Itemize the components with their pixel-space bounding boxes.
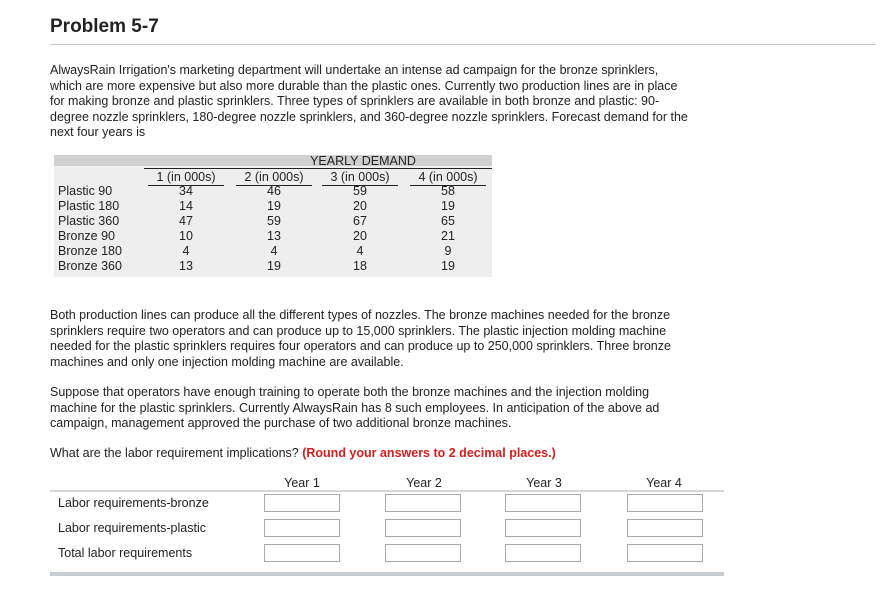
demand-group-header: YEARLY DEMAND: [310, 154, 416, 168]
demand-cell: 13: [267, 229, 281, 243]
question-text: [50, 446, 690, 462]
title-divider: [50, 44, 876, 45]
demand-cell: 20: [353, 229, 367, 243]
demand-cell: 46: [267, 184, 281, 198]
labor-header-rule: [50, 490, 724, 492]
demand-cell: 13: [179, 259, 193, 273]
labor-total-year2-input[interactable]: [385, 544, 461, 562]
labor-table-bottom-rule: [50, 572, 724, 576]
labor-row-label: Labor requirements-plastic: [58, 521, 206, 535]
demand-cell: 34: [179, 184, 193, 198]
demand-header-rule: [144, 168, 492, 169]
demand-row-label: Plastic 180: [58, 199, 120, 213]
labor-plastic-year4-input[interactable]: [627, 519, 703, 537]
labor-total-year4-input[interactable]: [627, 544, 703, 562]
demand-cell: 65: [441, 214, 455, 228]
demand-cell: 4: [356, 244, 364, 258]
labor-bronze-year1-input[interactable]: [264, 494, 340, 512]
demand-cell: 10: [179, 229, 193, 243]
labor-row-label: Total labor requirements: [58, 546, 193, 560]
demand-col-header: 2 (in 000s): [244, 170, 304, 184]
demand-cell: 19: [441, 199, 455, 213]
labor-total-year1-input[interactable]: [264, 544, 340, 562]
demand-cell: 4: [182, 244, 190, 258]
demand-col-header: 4 (in 000s): [418, 170, 478, 184]
operators-paragraph: Suppose that operators have enough training to operate both the bronze machines and the injection molding machine for the plastic sprinklers. Currently AlwaysRain has 8 such employees. In anticipation of the above ad campaign, management approved the purchase of two additional bronze machines.: [50, 385, 660, 430]
labor-bronze-year4-input[interactable]: [627, 494, 703, 512]
labor-row-label: Labor requirements-bronze: [58, 496, 209, 510]
demand-cell: 59: [353, 184, 367, 198]
demand-row-label: Bronze 360: [58, 259, 122, 273]
question-prompt: What are the labor requirement implications?: [50, 446, 299, 460]
intro-paragraph: AlwaysRain Irrigation's marketing department will undertake an intense ad campaign for the bronze sprinklers, which are more expensive but also more durable than the plastic ones. Currently two production lines are in place for making bronze and plastic sprinklers. Three types of sprinklers are available in both bronze and plastic: 90-degree nozzle sprinklers, 180-degree nozzle sprinklers, and 360-degree nozzle sprinklers. Forecast demand for the next four years is: [50, 63, 688, 139]
labor-plastic-year2-input[interactable]: [385, 519, 461, 537]
labor-col-header: Year 2: [406, 476, 442, 490]
rounding-note: (Round your answers to 2 decimal places.): [302, 446, 556, 460]
demand-cell: 14: [179, 199, 193, 213]
machines-paragraph: Both production lines can produce all the different types of nozzles. The bronze machines needed for the bronze sprinklers require two operators and can produce up to 15,000 sprinklers. The plastic injection molding machine needed for the plastic sprinklers requires four operators and can produce up to 250,000 sprinklers. Three bronze machines and only one injection molding machine are available.: [50, 308, 671, 369]
demand-cell: 67: [353, 214, 367, 228]
demand-row-label: Bronze 90: [58, 229, 115, 243]
demand-cell: 59: [267, 214, 281, 228]
labor-plastic-year3-input[interactable]: [505, 519, 581, 537]
demand-cell: 4: [270, 244, 278, 258]
problem-title: Problem 5-7: [50, 16, 159, 37]
labor-bronze-year2-input[interactable]: [385, 494, 461, 512]
labor-col-header: Year 3: [526, 476, 562, 490]
labor-col-header: Year 1: [284, 476, 320, 490]
demand-row-label: Plastic 360: [58, 214, 120, 228]
demand-row-label: Plastic 90: [58, 184, 113, 198]
demand-cell: 21: [441, 229, 455, 243]
demand-cell: 47: [179, 214, 193, 228]
demand-table: [54, 155, 492, 277]
demand-cell: 19: [441, 259, 455, 273]
labor-plastic-year1-input[interactable]: [264, 519, 340, 537]
demand-cell: 19: [267, 199, 281, 213]
demand-cell: 18: [353, 259, 367, 273]
demand-row-label: Bronze 180: [58, 244, 122, 258]
demand-col-header: 1 (in 000s): [156, 170, 216, 184]
demand-col-header: 3 (in 000s): [330, 170, 390, 184]
demand-cell: 19: [267, 259, 281, 273]
demand-cell: 20: [353, 199, 367, 213]
demand-cell: 58: [441, 184, 455, 198]
demand-cell: 9: [444, 244, 452, 258]
labor-col-header: Year 4: [646, 476, 682, 490]
labor-bronze-year3-input[interactable]: [505, 494, 581, 512]
labor-total-year3-input[interactable]: [505, 544, 581, 562]
